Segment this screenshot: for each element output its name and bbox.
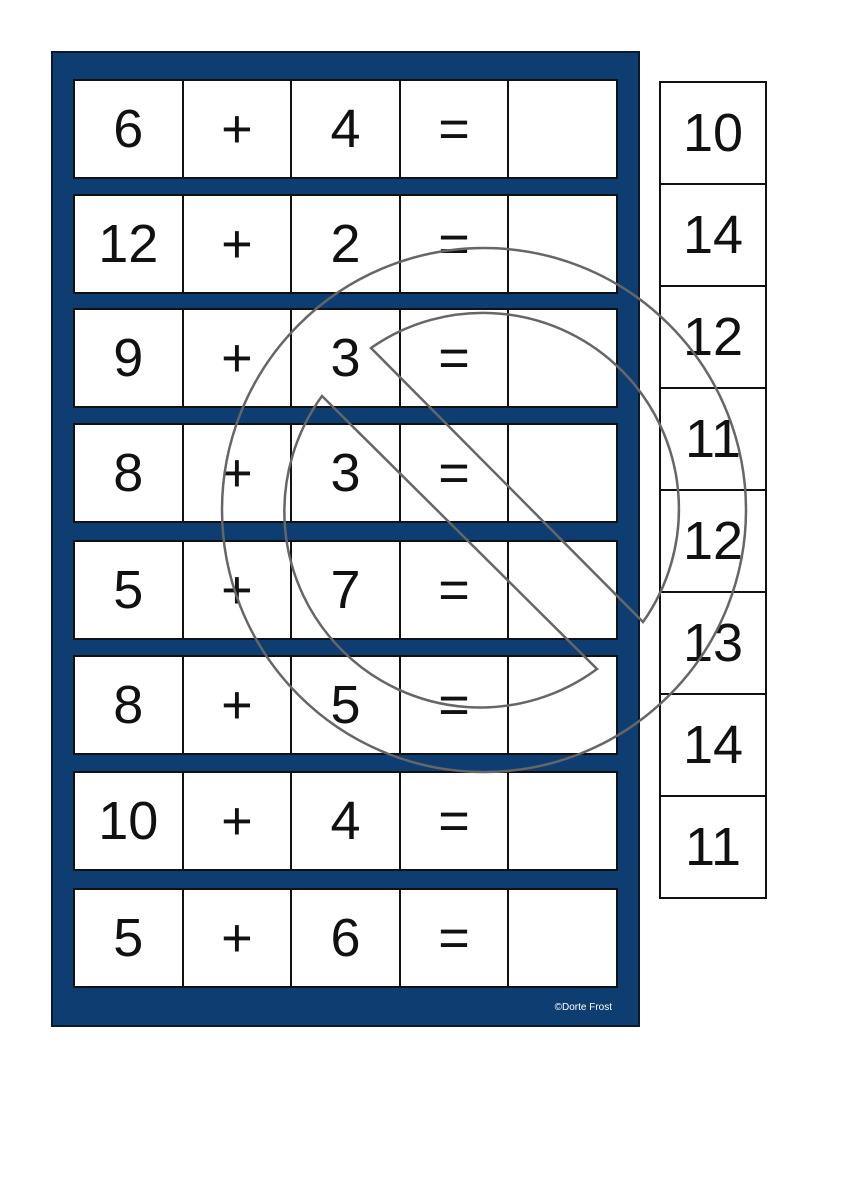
answer-card-column [659, 81, 767, 899]
operand-a: 9 [75, 310, 182, 406]
answer-slot[interactable] [509, 81, 616, 177]
operator: + [184, 773, 291, 869]
operator: + [184, 310, 291, 406]
operand-b: 3 [292, 310, 399, 406]
operand-b: 4 [292, 773, 399, 869]
equation-board [51, 51, 640, 1027]
answer-slot[interactable] [509, 657, 616, 753]
equation-row [73, 308, 618, 408]
answer-card[interactable]: 12 [661, 491, 765, 591]
answer-slot[interactable] [509, 310, 616, 406]
operand-b: 5 [292, 657, 399, 753]
equals-sign: = [401, 310, 508, 406]
answer-card[interactable]: 10 [661, 83, 765, 183]
equals-sign: = [401, 196, 508, 292]
operand-b: 6 [292, 890, 399, 986]
operand-b: 4 [292, 81, 399, 177]
answer-card[interactable]: 11 [661, 389, 765, 489]
equals-sign: = [401, 657, 508, 753]
operator: + [184, 196, 291, 292]
operator: + [184, 542, 291, 638]
equation-row [73, 540, 618, 640]
answer-slot[interactable] [509, 890, 616, 986]
operand-a: 12 [75, 196, 182, 292]
operand-a: 6 [75, 81, 182, 177]
equation-row [73, 194, 618, 294]
answer-card[interactable]: 12 [661, 287, 765, 387]
answer-card[interactable]: 13 [661, 593, 765, 693]
operand-a: 5 [75, 542, 182, 638]
answer-card[interactable]: 14 [661, 185, 765, 285]
answer-slot[interactable] [509, 425, 616, 521]
operand-b: 7 [292, 542, 399, 638]
equation-row [73, 79, 618, 179]
answer-slot[interactable] [509, 196, 616, 292]
equation-row [73, 423, 618, 523]
operator: + [184, 425, 291, 521]
operand-a: 8 [75, 657, 182, 753]
operand-b: 2 [292, 196, 399, 292]
equation-row [73, 888, 618, 988]
equals-sign: = [401, 890, 508, 986]
operand-a: 8 [75, 425, 182, 521]
answer-slot[interactable] [509, 773, 616, 869]
operand-a: 10 [75, 773, 182, 869]
equals-sign: = [401, 773, 508, 869]
answer-card[interactable]: 11 [661, 797, 765, 897]
answer-slot[interactable] [509, 542, 616, 638]
operand-b: 3 [292, 425, 399, 521]
copyright-notice: ©Dorte Frost [554, 1002, 612, 1013]
operator: + [184, 81, 291, 177]
answer-card[interactable]: 14 [661, 695, 765, 795]
operator: + [184, 657, 291, 753]
equation-row [73, 771, 618, 871]
equals-sign: = [401, 81, 508, 177]
equals-sign: = [401, 425, 508, 521]
operator: + [184, 890, 291, 986]
operand-a: 5 [75, 890, 182, 986]
equation-row [73, 655, 618, 755]
equals-sign: = [401, 542, 508, 638]
